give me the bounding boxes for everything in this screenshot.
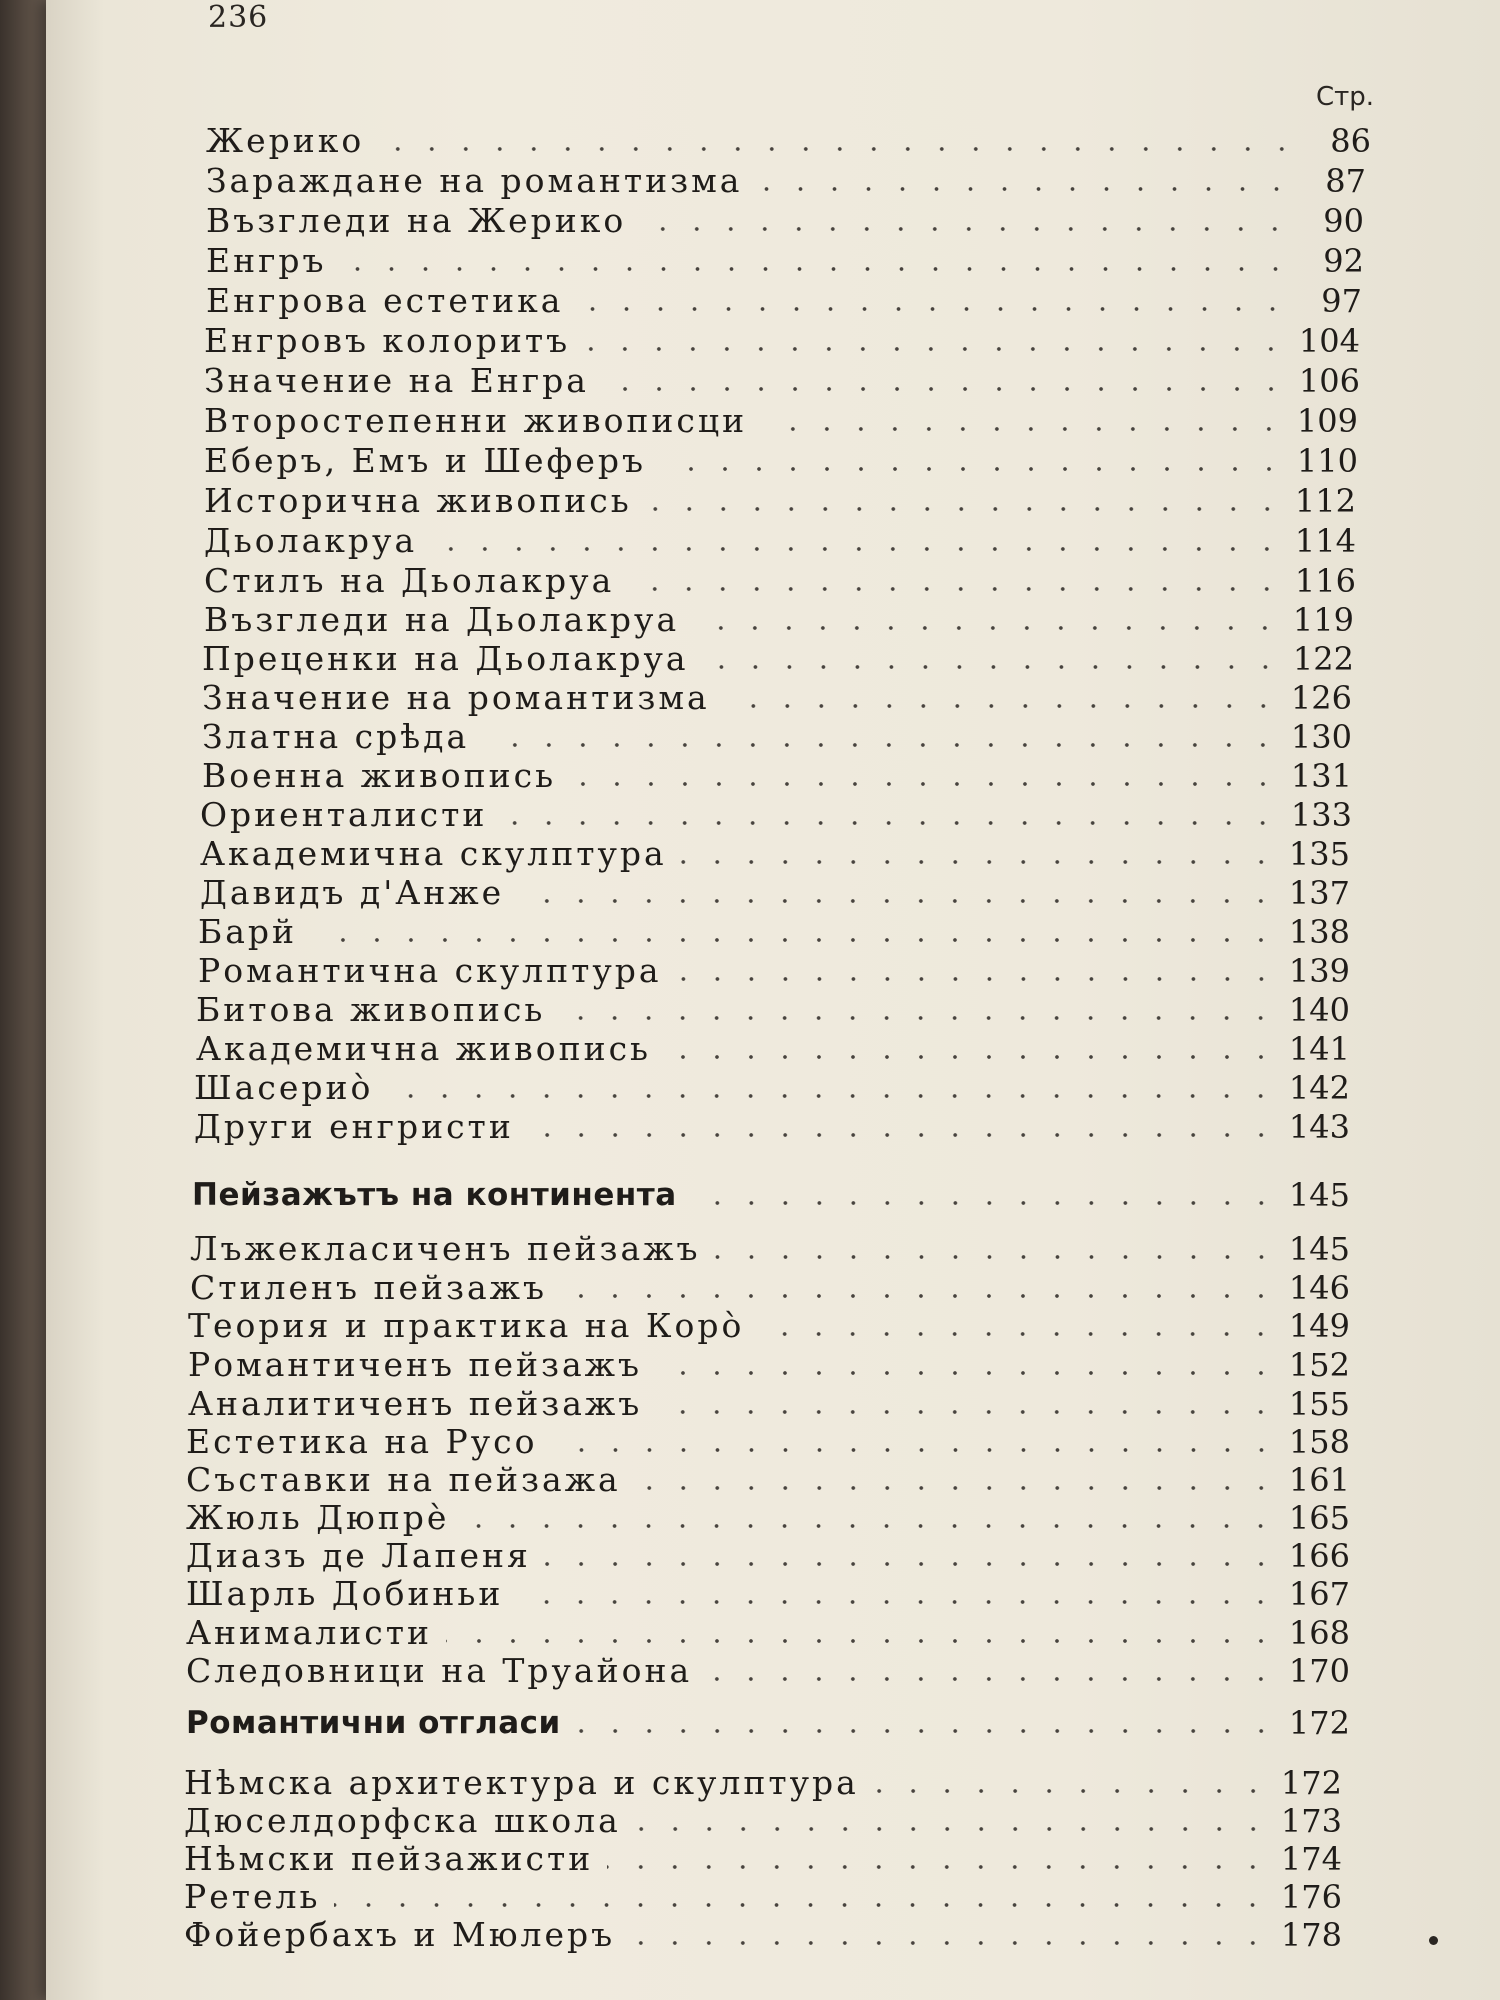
toc-entry: [206, 162, 1366, 200]
toc-entry: [190, 1230, 1350, 1268]
toc-entry: [184, 1878, 1342, 1916]
book-page: [46, 0, 1500, 2000]
toc-entry-page: 131: [1290, 757, 1352, 795]
toc-entry-title: Други енгристи: [194, 1107, 514, 1146]
dot-leader: [446, 1639, 1278, 1643]
toc-entry: [186, 1537, 1350, 1575]
toc-entry-page: 112: [1294, 482, 1356, 520]
toc-entry-title: Стиленъ пейзажъ: [190, 1268, 548, 1307]
toc-entry: [200, 796, 1352, 834]
toc-entry-title: Възгледи на Дьолакруа: [204, 600, 680, 639]
toc-entry-title: Лъжекласиченъ пейзажъ: [190, 1229, 701, 1268]
toc-entry-page: 141: [1288, 1030, 1350, 1068]
toc-entry-title: Анималисти: [186, 1613, 433, 1652]
toc-entry-page: 104: [1298, 322, 1360, 360]
toc-entry-title: Значение на романтизма: [202, 678, 710, 717]
toc-entry-title: Романтиченъ пейзажъ: [188, 1345, 643, 1384]
toc-entry-title: Ориенталисти: [200, 795, 488, 834]
dot-leader: [628, 587, 1284, 591]
toc-entry: [198, 952, 1350, 990]
toc-entry-title: Стилъ на Дьолакруа: [204, 561, 615, 600]
dot-leader: [715, 1255, 1278, 1259]
dot-leader: [665, 1055, 1278, 1059]
toc-entry-page: 161: [1288, 1461, 1350, 1499]
toc-entry-title: Еберъ, Емъ и Шеферъ: [204, 441, 646, 480]
toc-section-heading: [186, 1704, 1350, 1742]
toc-entry: [202, 718, 1352, 756]
toc-entry: [186, 1499, 1350, 1537]
toc-entry-page: 142: [1288, 1069, 1350, 1107]
toc-entry: [200, 874, 1350, 912]
dot-leader: [703, 665, 1282, 669]
dot-leader: [656, 1371, 1278, 1375]
toc-entry-page: 135: [1288, 835, 1350, 873]
toc-entry: [188, 1307, 1350, 1345]
dot-leader: [691, 1201, 1278, 1205]
toc-entry-page: 174: [1280, 1840, 1342, 1878]
dot-leader: [431, 547, 1284, 551]
toc-entry-page: 116: [1294, 562, 1356, 600]
dot-leader: [518, 899, 1278, 903]
dot-leader: [635, 1486, 1278, 1490]
dot-leader: [656, 1410, 1278, 1414]
toc-entry-page: 92: [1323, 242, 1364, 280]
toc-entry-title: Давидъ д'Анже: [200, 873, 505, 912]
toc-entry: [184, 1840, 1342, 1878]
toc-entry: [190, 1269, 1350, 1307]
toc-entry: [194, 1108, 1350, 1146]
toc-entry-title: Фойербахъ и Мюлеръ: [184, 1915, 616, 1954]
dot-leader: [501, 821, 1280, 825]
toc-entry-page: 106: [1298, 362, 1360, 400]
toc-entry: [204, 402, 1358, 440]
toc-entry: [184, 1764, 1342, 1802]
toc-entry-title: Нѣмска архитектура и скулптура: [184, 1763, 859, 1802]
toc-entry: [204, 442, 1358, 480]
toc-entry-page: 172: [1280, 1764, 1342, 1802]
toc-entry: [186, 1423, 1350, 1461]
toc-entry: [186, 1575, 1350, 1613]
dot-leader: [640, 227, 1292, 231]
toc-entry: [206, 282, 1362, 320]
toc-entry-title: Теория и практика на Корò: [188, 1306, 745, 1345]
toc-entry-title: Дьолакруа: [204, 521, 418, 560]
toc-entry-page: 170: [1288, 1652, 1350, 1690]
dot-leader: [463, 1524, 1278, 1528]
toc-entry: [196, 1030, 1350, 1068]
dot-leader: [387, 1094, 1278, 1098]
page-column-header: Стр.: [1316, 82, 1375, 112]
toc-entry-title: Следовници на Труайона: [186, 1651, 693, 1690]
toc-entry: [204, 562, 1356, 600]
toc-entry-page: 86: [1330, 122, 1371, 160]
dot-leader: [311, 938, 1278, 942]
toc-entry: [204, 482, 1356, 520]
toc-entry: [204, 322, 1360, 360]
toc-entry-title: Романтична скулптура: [198, 951, 662, 990]
toc-entry: [184, 1802, 1342, 1840]
toc-entry: [200, 835, 1350, 873]
dot-leader: [873, 1789, 1270, 1793]
toc-entry-page: 158: [1288, 1423, 1350, 1461]
toc-entry-page: 168: [1288, 1614, 1350, 1652]
toc-entry: [186, 1652, 1350, 1690]
toc-entry-title: Романтични отгласи: [186, 1705, 561, 1741]
toc-entry-title: Академична скулптура: [200, 834, 667, 873]
toc-entry-title: Ретель: [184, 1877, 321, 1916]
toc-entry-title: Значение на Енгра: [204, 361, 589, 400]
dot-leader: [756, 187, 1294, 191]
toc-entry-title: Академична живопись: [196, 1029, 652, 1068]
toc-entry-title: Военна живопись: [202, 756, 557, 795]
dot-leader: [758, 1332, 1278, 1336]
dot-leader: [341, 267, 1293, 271]
toc-entry-title: Възгледи на Жерико: [206, 201, 627, 240]
toc-entry-title: Енгрова естетика: [206, 281, 564, 320]
toc-entry-title: Нѣмски пейзажисти: [184, 1839, 594, 1878]
toc-entry-title: Жюль Дюпрè: [186, 1498, 450, 1537]
toc-entry-page: 167: [1288, 1575, 1350, 1613]
toc-entry-title: Аналитиченъ пейзажъ: [188, 1384, 643, 1423]
toc-entry-page: 145: [1288, 1176, 1350, 1214]
dot-leader: [681, 860, 1278, 864]
toc-entry-page: 166: [1288, 1537, 1350, 1575]
ink-speck: [1429, 1936, 1438, 1945]
toc-entry: [198, 913, 1350, 951]
toc-entry-page: 109: [1296, 402, 1358, 440]
toc-entry-page: 143: [1288, 1108, 1350, 1146]
toc-entry-title: Шасериò: [194, 1068, 374, 1107]
toc-section-heading: [192, 1176, 1350, 1214]
toc-entry-page: 145: [1288, 1230, 1350, 1268]
toc-entry-page: 138: [1288, 913, 1350, 951]
toc-entry: [206, 202, 1364, 240]
toc-entry-page: 146: [1288, 1269, 1350, 1307]
toc-entry: [194, 1069, 1350, 1107]
dot-leader: [570, 782, 1280, 786]
dot-leader: [646, 507, 1284, 511]
toc-entry-page: 130: [1290, 718, 1352, 756]
toc-entry: [186, 1614, 1350, 1652]
toc-entry-page: 149: [1288, 1307, 1350, 1345]
dot-leader: [559, 1016, 1278, 1020]
toc-entry-page: 176: [1280, 1878, 1342, 1916]
toc-entry-title: Естетика на Русо: [186, 1422, 538, 1461]
dot-leader: [483, 743, 1280, 747]
dot-leader: [575, 1729, 1278, 1733]
dot-leader: [635, 1827, 1270, 1831]
dot-leader: [577, 307, 1290, 311]
toc-entry-page: 90: [1323, 202, 1364, 240]
toc-entry: [202, 640, 1354, 678]
toc-entry-page: 139: [1288, 952, 1350, 990]
toc-entry-title: Исторична живопись: [204, 481, 632, 520]
toc-entry-title: Енгръ: [206, 241, 327, 280]
toc-entry-title: Енгровъ колоритъ: [204, 321, 571, 360]
toc-entry-title: Пейзажътъ на континента: [192, 1177, 677, 1213]
toc-entry: [188, 1385, 1350, 1423]
dot-leader: [676, 977, 1278, 981]
toc-entry-page: 155: [1288, 1385, 1350, 1423]
toc-entry-page: 137: [1288, 874, 1350, 912]
toc-entry: [202, 757, 1352, 795]
toc-entry-page: 133: [1290, 796, 1352, 834]
toc-entry-title: Преценки на Дьолакруа: [202, 639, 689, 678]
toc-entry: [186, 1461, 1350, 1499]
toc-entry: [188, 1346, 1350, 1384]
dot-leader: [528, 1133, 1278, 1137]
toc-entry-page: 152: [1288, 1346, 1350, 1384]
toc-entry-page: 126: [1290, 679, 1352, 717]
toc-entry-title: Барй: [198, 912, 298, 951]
dot-leader: [761, 427, 1286, 431]
page-number: 236: [208, 0, 269, 35]
dot-leader: [724, 704, 1280, 708]
dot-leader: [629, 1941, 1270, 1945]
toc-entry-title: Дюселдорфска школа: [184, 1801, 621, 1840]
dot-leader: [545, 1562, 1278, 1566]
toc-entry-page: 122: [1292, 640, 1354, 678]
toc-entry: [196, 991, 1350, 1029]
toc-entry-title: Битова живопись: [196, 990, 546, 1029]
toc-entry: [204, 522, 1356, 560]
toc-entry: [206, 242, 1364, 280]
toc-entry-page: 119: [1292, 601, 1354, 639]
toc-entry-page: 87: [1325, 162, 1366, 200]
dot-leader: [706, 1677, 1278, 1681]
toc-entry-page: 165: [1288, 1499, 1350, 1537]
toc-entry-title: Съставки на пейзажа: [186, 1460, 621, 1499]
toc-entry-title: Диазъ де Лапеня: [186, 1536, 531, 1575]
dot-leader: [607, 1865, 1270, 1869]
dot-leader: [603, 387, 1288, 391]
toc-entry: [206, 122, 1371, 160]
toc-entry: [184, 1916, 1342, 1954]
toc-entry-title: Жерико: [206, 121, 365, 160]
dot-leader: [552, 1448, 1278, 1452]
toc-entry-title: Зараждане на романтизма: [206, 161, 743, 200]
toc-entry-page: 114: [1294, 522, 1356, 560]
toc-entry-title: Шарль Добиньи: [186, 1574, 504, 1613]
toc-entry-page: 172: [1288, 1704, 1350, 1742]
toc-entry-page: 97: [1321, 282, 1362, 320]
toc-entry: [204, 601, 1354, 639]
toc-entry-title: Второстепенни живописци: [204, 401, 748, 440]
toc-entry-title: Златна срѣда: [202, 717, 470, 756]
toc-entry: [204, 362, 1360, 400]
dot-leader: [334, 1903, 1270, 1907]
dot-leader: [517, 1600, 1278, 1604]
toc-entry: [202, 679, 1352, 717]
toc-entry-page: 140: [1288, 991, 1350, 1029]
dot-leader: [584, 347, 1288, 351]
dot-leader: [561, 1294, 1278, 1298]
dot-leader: [378, 147, 1299, 151]
dot-leader: [693, 626, 1282, 630]
toc-entry-page: 178: [1280, 1916, 1342, 1954]
dot-leader: [660, 467, 1286, 471]
toc-entry-page: 173: [1280, 1802, 1342, 1840]
toc-entry-page: 110: [1296, 442, 1358, 480]
table-of-contents: [46, 0, 1500, 2000]
